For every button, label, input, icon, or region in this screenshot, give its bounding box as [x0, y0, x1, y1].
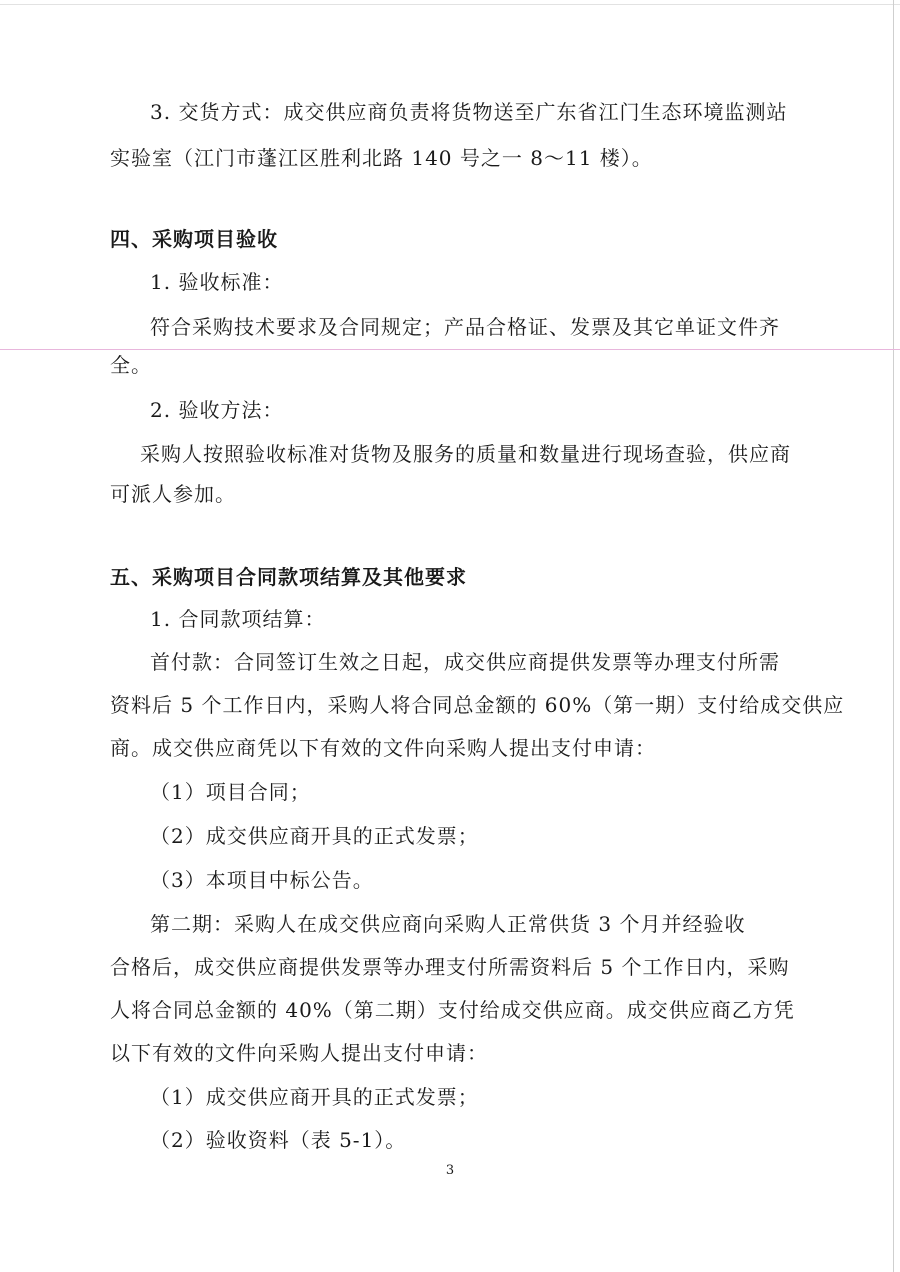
second-doc-2: （2）验收资料（表 5-1）。	[150, 1128, 407, 1152]
first-doc-1: （1）项目合同；	[150, 780, 311, 804]
second-doc-1: （1）成交供应商开具的正式发票；	[150, 1085, 479, 1109]
scan-edge-right	[893, 0, 894, 1272]
section-4-heading: 四、采购项目验收	[110, 227, 278, 251]
scan-edge-top	[0, 4, 900, 5]
section-4-item-2-text-2: 可派人参加。	[110, 482, 236, 506]
section-4-item-1-label: 1. 验收标准：	[150, 270, 284, 294]
section-5-item-1-label: 1. 合同款项结算：	[150, 607, 326, 631]
first-doc-3: （3）本项目中标公告。	[150, 868, 374, 892]
second-payment-line-2: 合格后，成交供应商提供发票等办理支付所需资料后 5 个工作日内，采购	[110, 955, 790, 979]
second-payment-line-1: 第二期：采购人在成交供应商向采购人正常供货 3 个月并经验收	[150, 912, 746, 936]
section-4-item-1-text-2: 全。	[110, 353, 152, 377]
first-payment-line-2: 资料后 5 个工作日内，采购人将合同总金额的 60%（第一期）支付给成交供应	[110, 693, 845, 717]
section-4-item-1-text-1: 符合采购技术要求及合同规定；产品合格证、发票及其它单证文件齐	[150, 315, 780, 339]
page-number: 3	[445, 1163, 455, 1178]
second-payment-line-3: 人将合同总金额的 40%（第二期）支付给成交供应商。成交供应商乙方凭	[110, 998, 795, 1022]
section-4-item-2-label: 2. 验收方法：	[150, 398, 284, 422]
first-doc-2: （2）成交供应商开具的正式发票；	[150, 824, 479, 848]
section-5-heading: 五、采购项目合同款项结算及其他要求	[110, 565, 467, 589]
delivery-line-2: 实验室（江门市蓬江区胜利北路 140 号之一 8～11 楼）。	[110, 146, 653, 170]
first-payment-line-1: 首付款：合同签订生效之日起，成交供应商提供发票等办理支付所需	[150, 650, 780, 674]
second-payment-line-4: 以下有效的文件向采购人提出支付申请：	[110, 1041, 488, 1065]
first-payment-line-3: 商。成交供应商凭以下有效的文件向采购人提出支付申请：	[110, 736, 656, 760]
section-4-item-2-text-1: 采购人按照验收标准对货物及服务的质量和数量进行现场查验，供应商	[140, 442, 791, 466]
scan-artifact-line	[0, 349, 900, 350]
delivery-line-1: 3. 交货方式：成交供应商负责将货物送至广东省江门生态环境监测站	[150, 100, 788, 124]
